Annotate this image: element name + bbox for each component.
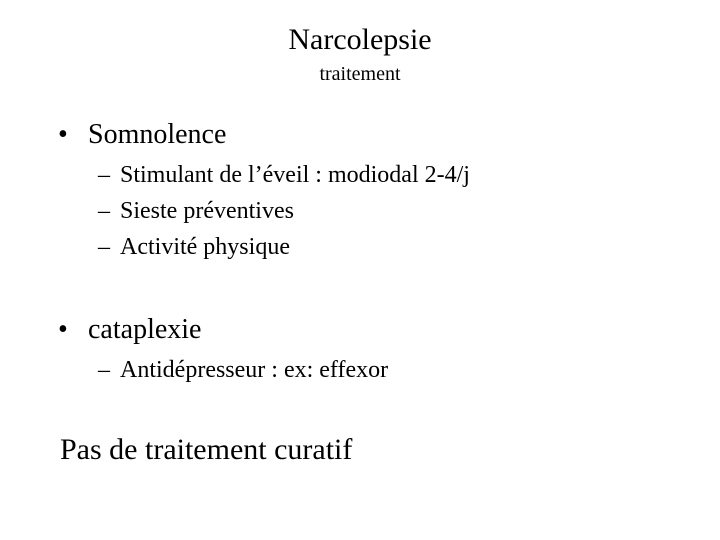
- sub-item-activite: [98, 232, 290, 262]
- sub-item-antidepresseur: [98, 355, 388, 385]
- conclusion-text: Pas de traitement curatif: [60, 433, 353, 466]
- bullet-icon: •: [58, 119, 68, 150]
- dash-icon: –: [98, 234, 110, 260]
- sub-item-stimulant: [98, 160, 470, 190]
- bullet-heading: Somnolence: [88, 119, 227, 150]
- dash-icon: –: [98, 198, 110, 224]
- sub-item-label: Activité physique: [120, 234, 290, 260]
- bullet-cataplexie: [58, 313, 201, 347]
- dash-icon: –: [98, 357, 110, 383]
- sub-item-label: Antidépresseur : ex: effexor: [120, 357, 389, 383]
- slide-title: Narcolepsie: [288, 23, 432, 56]
- sub-item-label: Stimulant de l’éveil : modiodal 2-4/j: [120, 162, 470, 188]
- sub-item-label: Sieste préventives: [120, 198, 294, 224]
- slide-subtitle: traitement: [319, 63, 401, 85]
- sub-item-sieste: [98, 196, 294, 226]
- dash-icon: –: [98, 162, 110, 188]
- bullet-heading: cataplexie: [88, 314, 202, 345]
- bullet-somnolence: [58, 118, 226, 152]
- bullet-icon: •: [58, 314, 68, 345]
